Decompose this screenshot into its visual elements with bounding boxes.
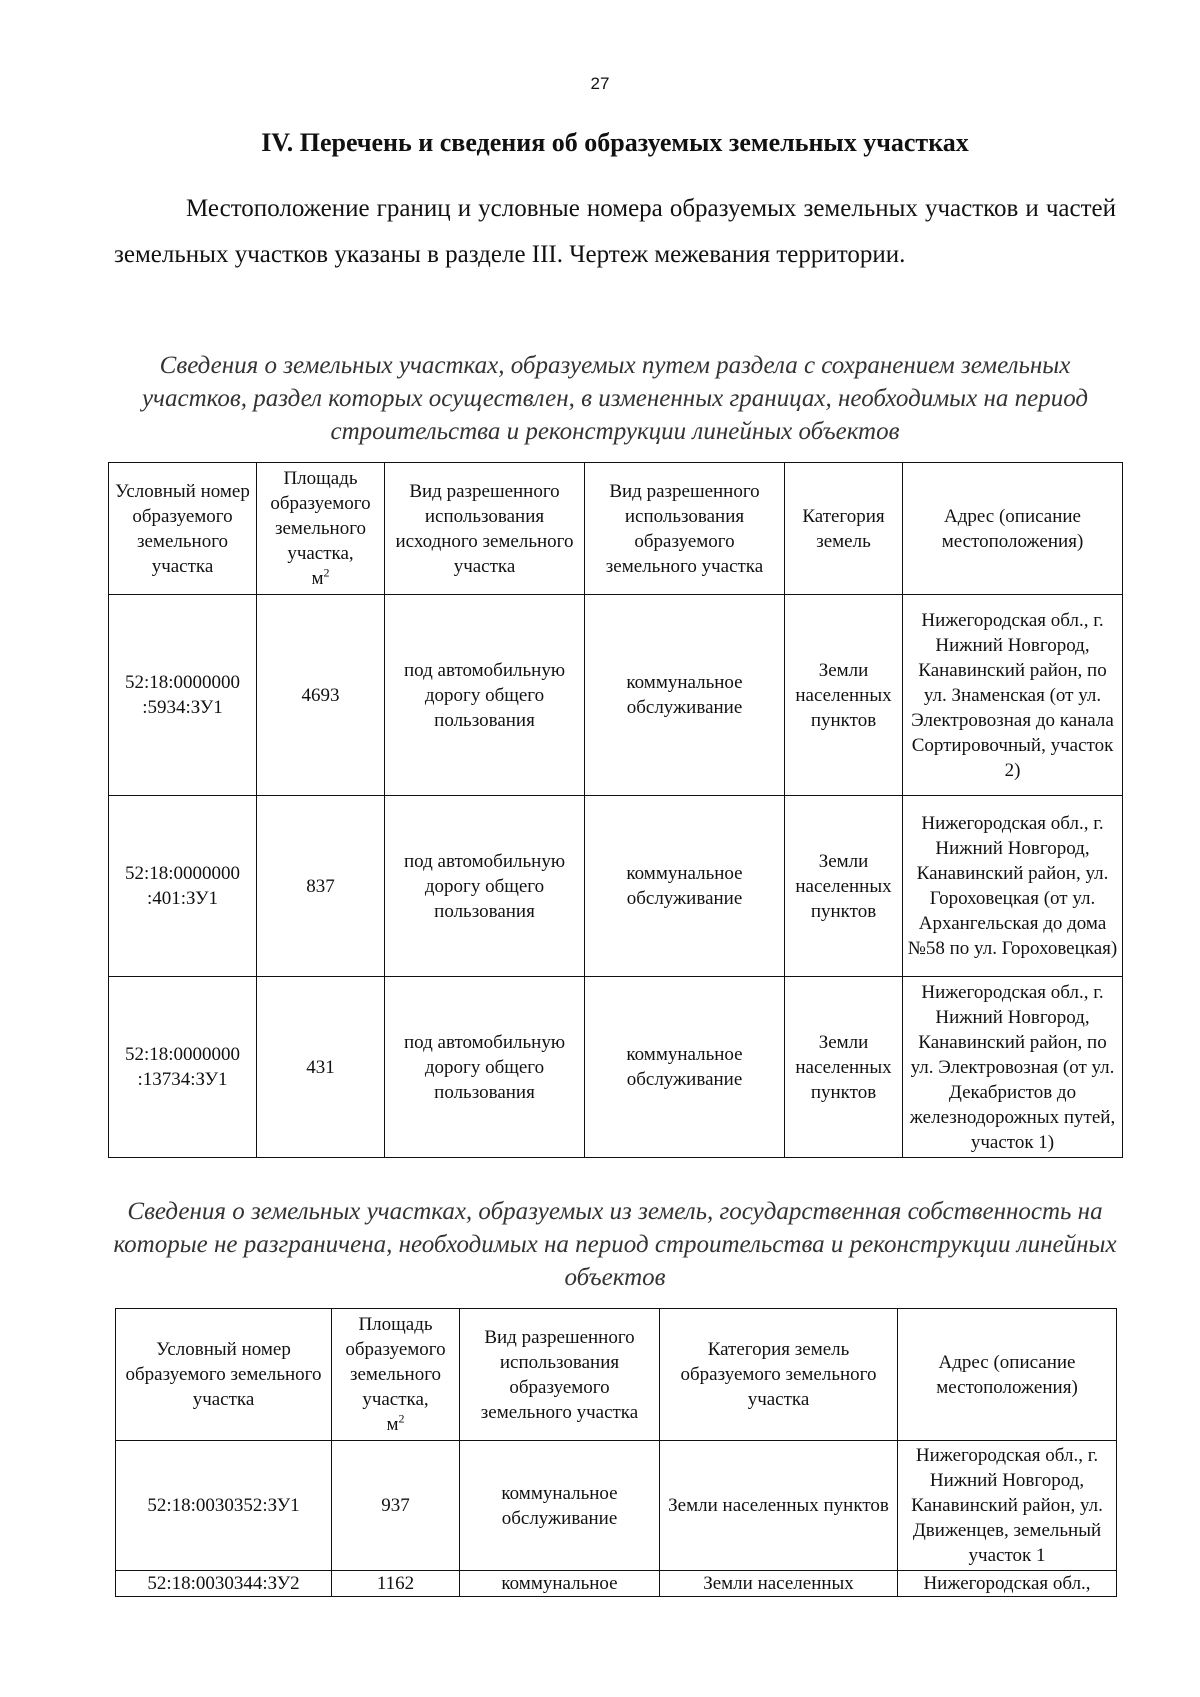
cell-area: 1162	[332, 1571, 460, 1597]
cell-use-source: под автомобильную дорогу общего пользования	[385, 796, 585, 977]
cell-use-formed: коммунальное обслуживание	[585, 595, 785, 796]
cell-use-source: под автомобильную дорогу общего пользования	[385, 595, 585, 796]
table2-header-area	[332, 1309, 460, 1441]
table1-caption: Сведения о земельных участках, образуемых путем раздела с сохранением земельных участков, раздел которых осуществлен, в измененных границах, необходимых на период строительства и реконструкции линейных объектов	[141, 352, 1089, 445]
table2-header-number: Условный номер образуемого земельного участка	[116, 1309, 332, 1441]
table-row	[116, 1441, 1117, 1571]
table-row	[109, 796, 1123, 977]
cell-number: 52:18:0030352:ЗУ1	[116, 1441, 332, 1571]
cell-category: Земли населенных пунктов	[785, 796, 903, 977]
table2-header-area-unit: м	[386, 1414, 399, 1435]
cell-number: 52:18:0030344:ЗУ2	[116, 1571, 332, 1597]
table1-header-area-label: Площадь образуемого земельного участка,	[270, 468, 371, 564]
cell-address: Нижегородская обл., г. Нижний Новгород, Канавинский район, по ул. Знаменская (от ул. Электровозная до канала Сортировочный, участок 2)	[903, 595, 1123, 796]
table-row	[116, 1571, 1117, 1597]
cell-category: Земли населенных	[660, 1571, 898, 1597]
cell-use-formed: коммунальное	[460, 1571, 660, 1597]
cell-number: 52:18:0000000 :401:ЗУ1	[109, 796, 257, 977]
cell-use-formed: коммунальное обслуживание	[460, 1441, 660, 1571]
table1-header-category: Категория земель	[785, 463, 903, 595]
cell-area: 431	[257, 977, 385, 1158]
intro-paragraph: Местоположение границ и условные номера образуемых земельных участков и частей земельных участков указаны в разделе III. Чертеж межевания территории.	[114, 195, 1116, 268]
cell-area: 837	[257, 796, 385, 977]
table2-formed-from-state-lands	[115, 1308, 1117, 1597]
cell-category: Земли населенных пунктов	[660, 1441, 898, 1571]
table2-header-row	[116, 1309, 1117, 1441]
cell-use-source: под автомобильную дорогу общего пользования	[385, 977, 585, 1158]
table1-formed-by-division	[108, 462, 1123, 1158]
table1-header-use-formed: Вид разрешенного использования образуемого земельного участка	[585, 463, 785, 595]
table1-header-area-unit: м	[311, 568, 324, 589]
table2-header-category: Категория земель образуемого земельного участка	[660, 1309, 898, 1441]
page-number: 27	[590, 74, 610, 93]
cell-use-formed: коммунальное обслуживание	[585, 796, 785, 977]
table1-header-use-source: Вид разрешенного использования исходного земельного участка	[385, 463, 585, 595]
cell-address: Нижегородская обл.,	[898, 1571, 1117, 1597]
section-title: IV. Перечень и сведения об образуемых земельных участках	[261, 128, 969, 157]
table1-header-area	[257, 463, 385, 595]
table2-header-use-formed: Вид разрешенного использования образуемого земельного участка	[460, 1309, 660, 1441]
cell-area: 937	[332, 1441, 460, 1571]
table1-header-row	[109, 463, 1123, 595]
cell-number: 52:18:0000000 :13734:ЗУ1	[109, 977, 257, 1158]
table-row	[109, 977, 1123, 1158]
table1-header-number: Условный номер образуемого земельного участка	[109, 463, 257, 595]
table2-header-area-label: Площадь образуемого земельного участка,	[345, 1314, 446, 1410]
cell-address: Нижегородская обл., г. Нижний Новгород, Канавинский район, ул. Гороховецкая (от ул. Архангельская до дома №58 по ул. Гороховецкая)	[903, 796, 1123, 977]
table2-header-address: Адрес (описание местоположения)	[898, 1309, 1117, 1441]
table-row	[109, 595, 1123, 796]
cell-number: 52:18:0000000 :5934:ЗУ1	[109, 595, 257, 796]
cell-use-formed: коммунальное обслуживание	[585, 977, 785, 1158]
cell-category: Земли населенных пунктов	[785, 977, 903, 1158]
table2-header-area-sup: 2	[398, 1411, 405, 1426]
cell-address: Нижегородская обл., г. Нижний Новгород, Канавинский район, по ул. Электровозная (от ул. Декабристов до железнодорожных путей, участок 1)	[903, 977, 1123, 1158]
table1-header-area-sup: 2	[323, 565, 330, 580]
table2-caption: Сведения о земельных участках, образуемых из земель, государственная собственность на которые не разграничена, необходимых на период строительства и реконструкции линейных объектов	[113, 1198, 1117, 1291]
cell-category: Земли населенных пунктов	[785, 595, 903, 796]
table1-header-address: Адрес (описание местоположения)	[903, 463, 1123, 595]
cell-address: Нижегородская обл., г. Нижний Новгород, Канавинский район, ул. Движенцев, земельный участок 1	[898, 1441, 1117, 1571]
cell-area: 4693	[257, 595, 385, 796]
